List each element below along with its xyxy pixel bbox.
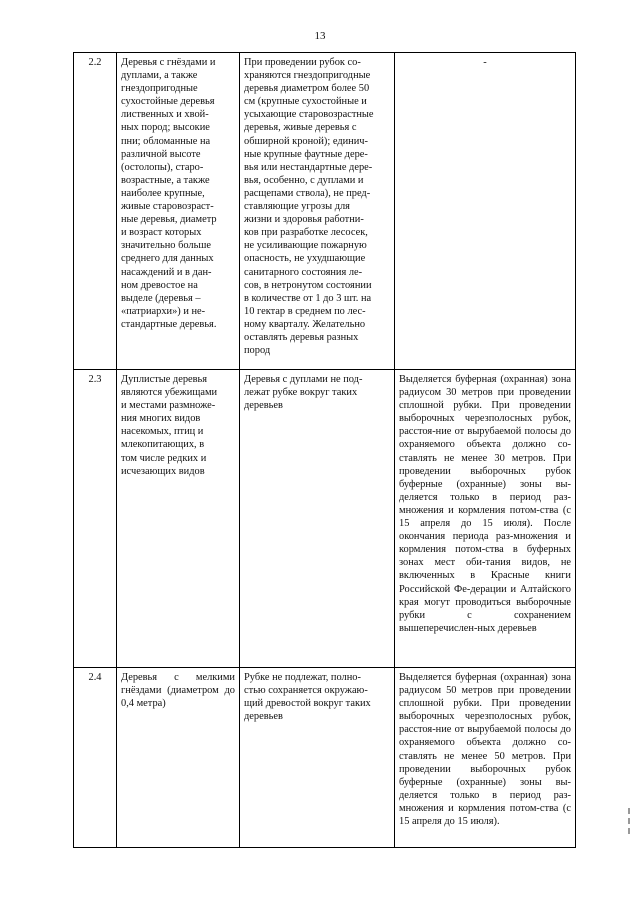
margin-mark [626, 804, 632, 844]
table-row-2-3 [74, 370, 576, 668]
table-row-2-4 [74, 668, 576, 848]
cutting-requirement: Деревья с дуплами не под- лежат рубке вокруг таких деревьев [240, 370, 395, 668]
buffer-zone-text: Выделяется буферная (охранная) зона радиусом 30 метров при проведении сплошной рубки. При проведении выборочных черезполосных рубок, расстоя-ние от вырубаемой полосы до охраняемого объекта должно со-ставлять не менее 30 метров. При проведении выборочных рубок буферные (охранные) зоны вы-деляется только в период раз-множения и кормления потом-ства (с 15 апреля до 15 июля). После окончания периода раз-множения и кормления потом-ства в буферных зонах мест оби-тания видов, не включенных в Красные книги Российской Фе-дерации и Алтайского края могут проводиться выборочные рубки с сохранением вышеперечислен-ных деревьев [395, 370, 576, 668]
object-description: Деревья с мелкими гнёздами (диаметром до 0,4 метра) [117, 668, 240, 848]
row-number: 2.4 [74, 668, 117, 848]
cutting-requirement: При проведении рубок со- храняются гнездопригодные деревья диаметром более 50 см (крупные сухостойные и усыхающие старовозрастные деревья, живые деревья с обширной кроной); единич- ные крупные фаутные дере- вья или нестандартные дере- вья, особенно, с дуплами и расщепами ствола), не пред- ставляющие угрозы для жизни и здоровья работни- ков при разработке лесосек, не усиливающие пожарную опасность, не ухудшающие санитарного состояния ле- сов, в нетронутом состоянии в количестве от 1 до 3 шт. на 10 гектар в среднем по лес- ному кварталу. Желательно оставлять деревья разных пород [240, 53, 395, 370]
page-number: 13 [314, 30, 326, 42]
cutting-requirement: Рубке не подлежат, полно- стью сохраняется окружаю- щий древостой вокруг таких деревьев [240, 668, 395, 848]
row-number: 2.2 [74, 53, 117, 370]
requirements-table [73, 52, 576, 848]
buffer-zone-text: Выделяется буферная (охранная) зона радиусом 50 метров при проведении сплошной рубки. При проведении выборочных черезполосных рубок, расстоя-ние от вырубаемой полосы до охраняемого объекта должно со-ставлять не менее 50 метров. При проведении выборочных рубок буферные (охранные) зоны вы-деляется только в период раз-множения и кормления потом-ства (с 15 апреля до 15 июля). [395, 668, 576, 848]
object-description: Дуплистые деревья являются убежищами и местами размноже- ния многих видов насекомых, птиц и млекопитающих, в том числе редких и исчезающих видов [117, 370, 240, 668]
object-description: Деревья с гнёздами и дуплами, а также гнездопригодные сухостойные деревья лиственных и хвой- ных пород; высокие пни; обломанные на различной высоте (остолопы), старо- возрастные, а также наиболее крупные, живые старовозраст- ные деревья, диаметр и возраст которых значительно больше среднего для данных насаждений и в дан- ном древостое на выделе (деревья – «патриархи») и не- стандартные деревья. [117, 53, 240, 370]
row-number: 2.3 [74, 370, 117, 668]
table-row-2-2 [74, 53, 576, 370]
buffer-zone-text: - [395, 53, 576, 370]
